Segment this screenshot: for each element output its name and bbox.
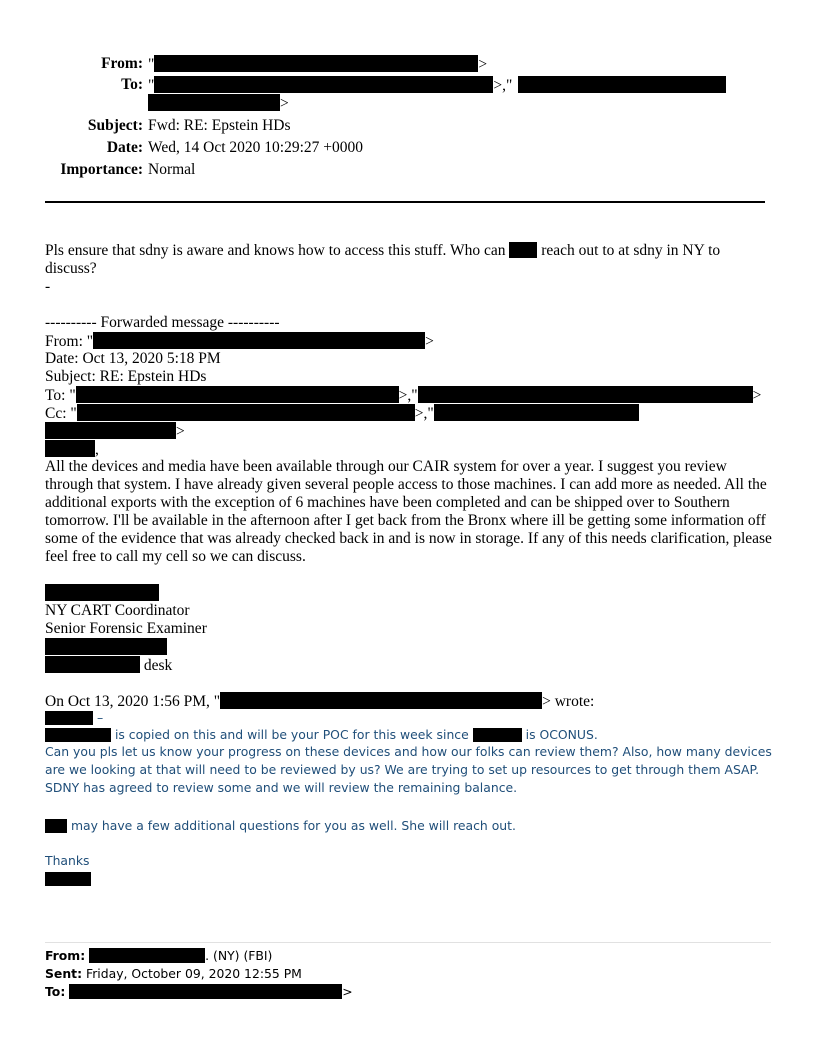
redaction-block	[45, 711, 93, 725]
signature-title-1: NY CART Coordinator	[45, 602, 190, 619]
redaction-block	[220, 692, 542, 709]
redaction-block	[418, 386, 753, 403]
from-label: From:	[101, 55, 143, 72]
date-label: Date:	[106, 139, 143, 156]
redaction-block	[77, 404, 415, 421]
redaction-block	[45, 638, 167, 655]
thanks-line: Thanks	[45, 853, 90, 868]
date-value: Wed, 14 Oct 2020 10:29:27 +0000	[148, 139, 364, 156]
redaction-block	[45, 422, 176, 439]
forwarded-separator: ---------- Forwarded message ----------	[45, 314, 280, 331]
signature-name	[45, 584, 159, 603]
redaction-block	[45, 819, 67, 833]
subject-label: Subject:	[87, 117, 143, 134]
redaction-block	[518, 76, 726, 93]
importance-label: Importance:	[60, 161, 143, 178]
fwd-date-line: Date: Oct 13, 2020 5:18 PM	[45, 350, 221, 367]
redaction-block	[154, 76, 493, 93]
redaction-block	[45, 728, 111, 742]
redaction-block	[473, 728, 522, 742]
redaction-block	[89, 948, 205, 963]
fwd-to-line: To: " >," >	[45, 387, 762, 404]
redaction-block	[45, 584, 159, 601]
fwd-message-body: All the devices and media have been available through our CAIR system for over a year. I suggest you review through that system. I have already given several people access to those machines. I can add more as needed. All the additional exports with the exception of 6 machines have been completed and can be shipped over to Southern tomorrow. I'll be available in the afternoon after I get back from the Bronx where ill be getting some information off some of the evidence that was already checked back in and is now in storage. If any of this needs clarification, please feel free to call my cell so we can discuss.	[45, 458, 772, 565]
greeting: ,	[45, 440, 99, 459]
importance-value: Normal	[148, 161, 196, 178]
redaction-block	[509, 242, 537, 258]
redaction-block	[148, 94, 280, 111]
redaction-block	[154, 55, 478, 72]
fwd-subject-line: Subject: RE: Epstein HDs	[45, 368, 207, 385]
redaction-block	[93, 332, 425, 349]
subject-value: Fwd: RE: Epstein HDs	[148, 117, 291, 134]
header-divider	[45, 201, 765, 203]
redaction-block	[76, 386, 399, 403]
signature-title-2: Senior Forensic Examiner	[45, 620, 207, 637]
to-label: To:	[121, 76, 143, 93]
redaction-block	[45, 440, 95, 457]
header-to-row-cont: >	[148, 94, 289, 113]
redaction-block	[45, 872, 91, 886]
quoted-paragraph: Can you pls let us know your progress on these devices and how our folks can review them? Also, how many devices are we looking at that will need to be reviewed by us? We are trying to set up resources to get through them ASAP. SDNY has agreed to review some and we will review the remaining balance.	[45, 744, 772, 795]
redaction-block	[69, 984, 342, 999]
footer-divider	[45, 942, 771, 943]
signature-desk-line: desk	[45, 656, 172, 675]
redaction-block	[45, 656, 140, 673]
quote-header-line: On Oct 13, 2020 1:56 PM, " > wrote:	[45, 693, 595, 710]
fwd-from-line: From: " >	[45, 333, 434, 350]
fwd-cc-line: Cc: " >,"	[45, 404, 639, 423]
redaction-block	[434, 404, 639, 421]
